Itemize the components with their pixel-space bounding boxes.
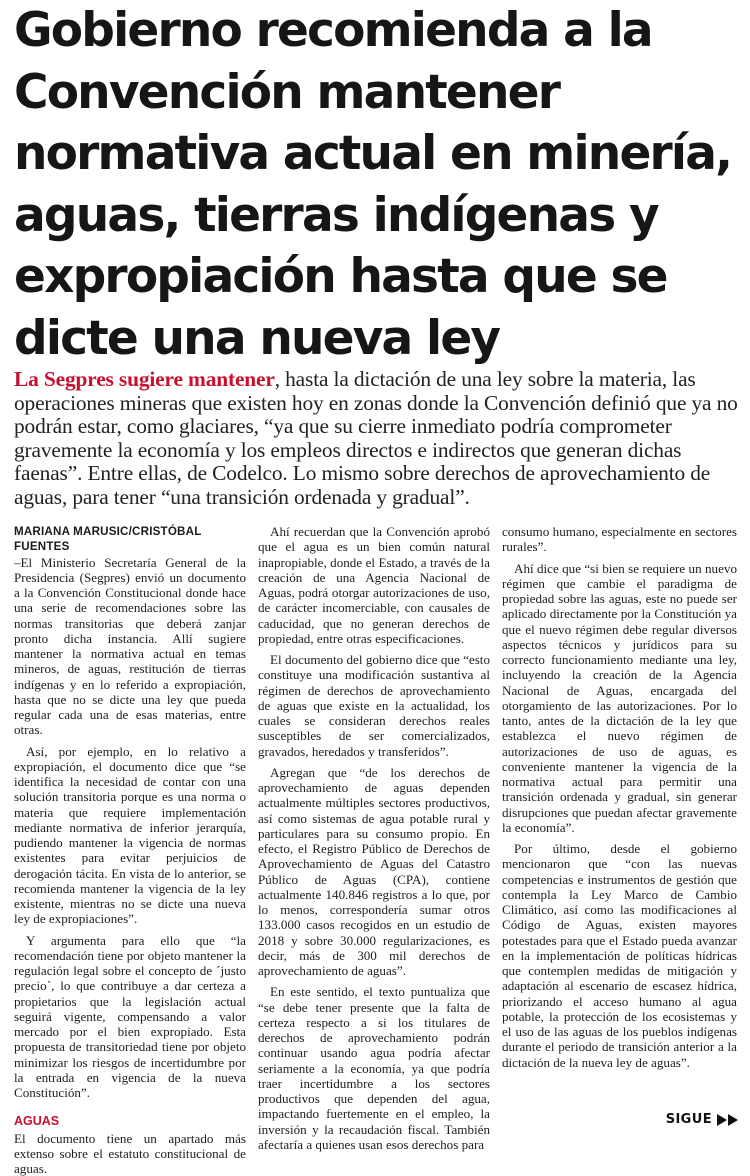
body-paragraph: Así, por ejemplo, en lo relativo a expropiación, el documento dice que “se identifica la necesidad de contar con una solución transitoria porque es una norma o materia que requiere implementación mediante normativa de inferior jerarquía, pudiendo mantener la vigencia de normas existentes para evitar perjuicios de derogación tácita. En vista de lo anterior, se recomienda mantener la vigencia de la ley existente, mientras no se dicte una nueva ley de expropiaciones”. — [14, 744, 246, 927]
body-paragraph: Ahí dice que “si bien se requiere un nuevo régimen que cambie el paradigma de propiedad sobre las aguas, este no puede ser aplicado directamente por la Constitución ya que el nuevo régimen debe regular diversos aspectos técnicos y jurídicos para su correcto funcionamiento mediante una ley, incluyendo la creación de la Agencia Nacional de Aguas, encargada del otorgamiento de las autorizaciones. Por lo tanto, antes de la dictación de la ley que establezca el nuevo régimen de autorizaciones de uso de aguas, es conveniente mantener la vigencia de la normativa actual para permitir una transición ordenada y gradual, sin generar disrupciones que puedan afectar gravemente la economía”. — [502, 561, 737, 836]
body-paragraph: Por último, desde el gobierno mencionaron que “con las nuevas competencias e instrumentos de gestión que contempla la Ley Marco de Cambio Climático, así como las modificaciones al Código de Aguas, existen mayores potestades para que el Estado pueda avanzar en la implementación de políticas hídricas que contemplen medidas de mitigación y adaptación al escenario de escasez hídrica, priorizando el acceso humano al agua potable, la protección de los ecosistemas y el uso de las aguas de los pueblos indígenas durante el periodo de transición anterior a la dictación de la nueva ley de aguas”. — [502, 841, 737, 1070]
continue-marker — [666, 1112, 738, 1127]
body-paragraph: Y argumenta para ello que “la recomendación tiene por objeto mantener la regulación legal sobre el concepto de ´justo precio´, lo que contribuye a dar certeza a propietarios que la legislación actual seguirá vigente, compensando a valor mercado por el bien expropiado. Esta propuesta de transitoriedad tiene por objeto minimizar los riesgos de incertidumbre por la entrada en vigencia de la nueva Constitución”. — [14, 933, 246, 1101]
body-paragraph: consumo humano, especialmente en sectores rurales”. — [502, 524, 737, 555]
lead-highlight: La Segpres sugiere mantener — [14, 367, 275, 391]
body-paragraph: –El Ministerio Secretaría General de la Presidencia (Segpres) envió un documento a la Convención Constitucional donde hace una serie de recomendaciones sobre las normas transitorias que deberá zanjar pronto dicha instancia. Allí sugiere mantener la normativa actual en temas mineros, de aguas, restitución de tierras indígenas y en lo referido a expropiación, hasta que no se dicte una ley que pueda regular cada una de esas materias, entre otras. — [14, 555, 246, 738]
column-1 — [14, 524, 246, 1176]
double-arrow-right-icon — [717, 1114, 738, 1126]
column-3 — [502, 524, 737, 1070]
byline: MARIANA MARUSIC/CRISTÓBAL FUENTES — [14, 524, 246, 555]
body-paragraph: En este sentido, el texto puntualiza que “se debe tener presente que la falta de certeza respecto a si los titulares de derechos de aprovechamiento podrán continuar usando agua podría afectar seriamente a la economía, ya que podría traer incertidumbre a los sectores productivos que dependen del agua, impactando fuertemente en el empleo, la inversión y la recaudación fiscal. También afectaría a quienes usan esos derechos para — [258, 984, 490, 1152]
lead-text: , hasta la dictación de una ley sobre la materia, las operaciones mineras que existen hoy en zonas donde la Convención definió que ya no podrán estar, como glaciares, “ya que su cierre inmediato podría comprometer gravemente la economía y los empleos directos e indirectos que generan dichas faenas”. Entre ellas, de Codelco. Lo mismo sobre derechos de aprovechamiento de aguas, para tener “una transición ordenada y gradual”. — [14, 367, 738, 509]
article-lead — [14, 368, 742, 510]
body-paragraph: Ahí recuerdan que la Convención aprobó que el agua es un bien común natural inapropiable, donde el Estado, a través de la creación de una Agencia Nacional de Aguas, podrá otorgar autorizaciones de uso, de carácter incomerciable, con causales de caducidad, que no generan derechos de propiedad, entre otras especificaciones. — [258, 524, 490, 646]
body-paragraph: Agregan que “de los derechos de aprovechamiento de aguas dependen actualmente múltiples sectores productivos, así como sistemas de agua potable rural y particulares para su consumo propio. En efecto, el Registro Público de Derechos de Aprovechamiento de Aguas del Catastro Público de Aguas (CPA), contiene actualmente 140.846 registros a lo que, por lo menos, correspondería sumar otros 133.000 casos recogidos en un estudio de 2018 y sobre 30.000 regularizaciones, es decir, más de 300 mil derechos de aprovechamiento de aguas”. — [258, 765, 490, 979]
body-paragraph: El documento del gobierno dice que “esto constituye una modificación sustantiva al régimen de derechos de aprovechamiento de aguas que existe en la actualidad, los cuales se consideran derechos reales susceptibles de ser comercializados, gravados, heredados y transferidos”. — [258, 652, 490, 759]
continue-label: SIGUE — [666, 1112, 712, 1127]
column-2 — [258, 524, 490, 1152]
article-headline: Gobierno recomienda a la Convención mantener normativa actual en minería, aguas, tierras indígenas y expropiación hasta que se dicte una nueva ley — [14, 0, 744, 369]
body-paragraph: El documento tiene un apartado más extenso sobre el estatuto constitucional de aguas. — [14, 1131, 246, 1176]
section-subhead: AGUAS — [14, 1114, 246, 1129]
